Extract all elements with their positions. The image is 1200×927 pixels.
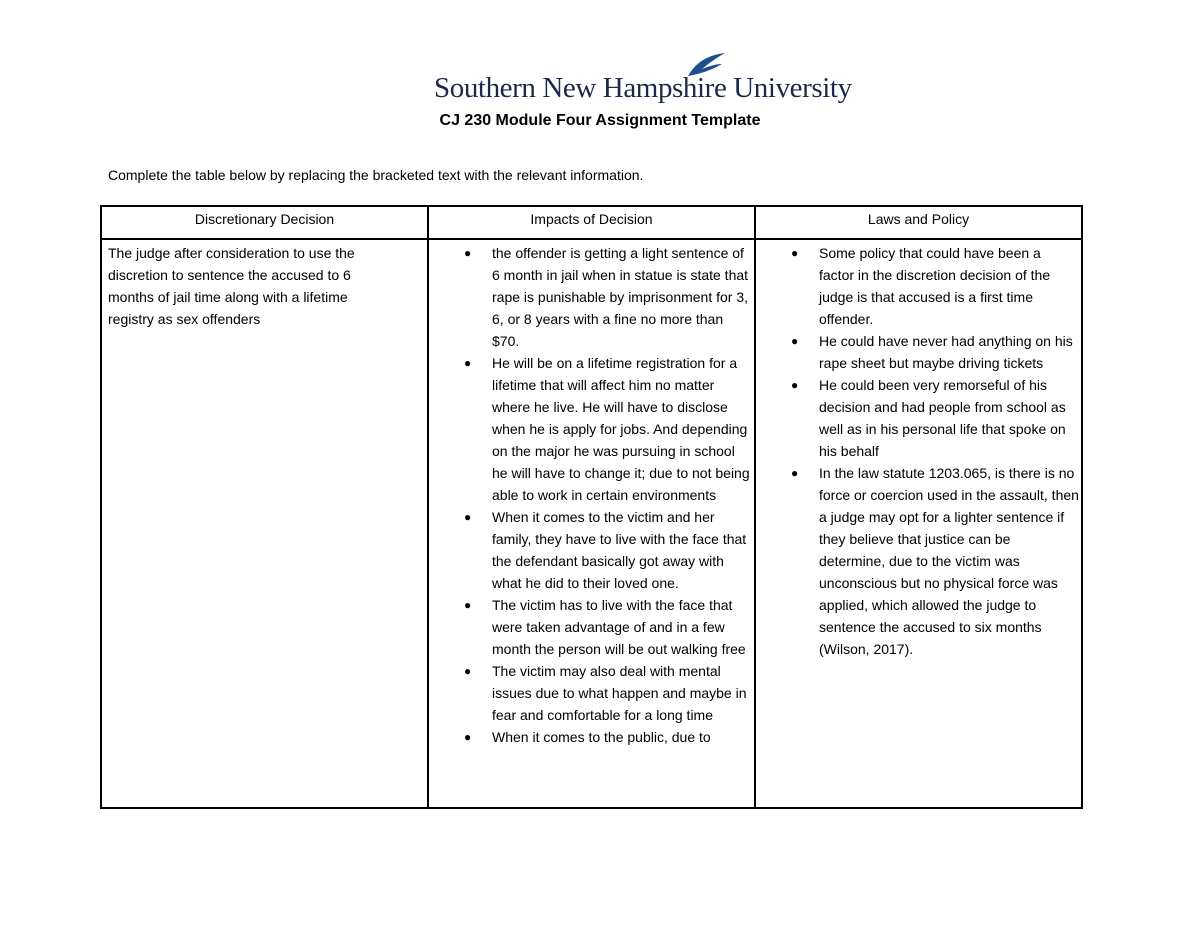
header-discretionary-decision: Discretionary Decision (194, 211, 335, 227)
list-item (430, 660, 752, 726)
bullet-icon: ● (464, 356, 472, 370)
list-item (430, 506, 752, 594)
bullet-icon: ● (464, 730, 472, 744)
bullet-icon: ● (791, 378, 799, 392)
list-item-text: He could been very remorseful of his decision and had people from school as well as in his personal life that spoke on his behalf (819, 377, 1066, 459)
list-item (757, 242, 1079, 330)
bullet-icon: ● (464, 510, 472, 524)
laws-cell (757, 242, 1079, 660)
list-item-text: When it comes to the victim and her family, they have to live with the face that the defendant basically got away with what he did to their loved one. (492, 509, 747, 591)
laws-list (757, 242, 1079, 660)
list-item-text: In the law statute 1203.065, is there is no force or coercion used in the assault, then a judge may opt for a lighter sentence if they believe that justice can be determine, due to the victim was unconscious but no physical force was applied, which allowed the judge to sentence the accused to six months (Wilson, 2017). (819, 465, 1079, 657)
list-item (430, 352, 752, 506)
list-item (757, 330, 1079, 374)
assignment-table (100, 205, 1083, 809)
impacts-list (430, 242, 752, 748)
header-divider (102, 238, 1081, 240)
list-item-text: The victim has to live with the face that were taken advantage of and in a few month the person will be out walking free (492, 597, 746, 657)
list-item-text: He could have never had anything on his rape sheet but maybe driving tickets (819, 333, 1073, 371)
column-divider (427, 207, 429, 807)
header-laws-and-policy: Laws and Policy (867, 211, 970, 227)
bullet-icon: ● (464, 664, 472, 678)
bullet-icon: ● (791, 246, 799, 260)
list-item-text: The victim may also deal with mental issues due to what happen and maybe in fear and comfortable for a long time (492, 663, 747, 723)
bullet-icon: ● (464, 246, 472, 260)
list-item (430, 242, 752, 352)
list-item (430, 594, 752, 660)
header-impacts-of-decision: Impacts of Decision (530, 211, 653, 227)
list-item (757, 462, 1079, 660)
decision-cell: The judge after consideration to use the discretion to sentence the accused to 6 months of jail time along with a lifetime registry as sex offenders (108, 245, 355, 327)
document-title: CJ 230 Module Four Assignment Template (439, 112, 761, 129)
bullet-icon: ● (464, 598, 472, 612)
instruction-text: Complete the table below by replacing the bracketed text with the relevant information. (108, 167, 644, 183)
list-item-text: the offender is getting a light sentence of 6 month in jail when in statue is state that rape is punishable by imprisonment for 3, 6, or 8 years with a fine no more than $70. (492, 245, 749, 349)
impacts-cell (430, 242, 752, 748)
list-item-text: Some policy that could have been a factor in the discretion decision of the judge is that accused is a first time offender. (819, 245, 1051, 327)
list-item-text: He will be on a lifetime registration for a lifetime that will affect him no matter where he live. He will have to disclose when he is apply for jobs. And depending on the major he was pursuing in school he will have to change it; due to not being able to work in certain environments (492, 355, 750, 503)
university-logo (434, 52, 852, 104)
list-item-text: When it comes to the public, due to (492, 729, 711, 745)
list-item (757, 374, 1079, 462)
bullet-icon: ● (791, 466, 799, 480)
column-divider (754, 207, 756, 807)
logo-wordmark: Southern New Hampshire University (434, 72, 852, 104)
bullet-icon: ● (791, 334, 799, 348)
list-item (430, 726, 752, 748)
